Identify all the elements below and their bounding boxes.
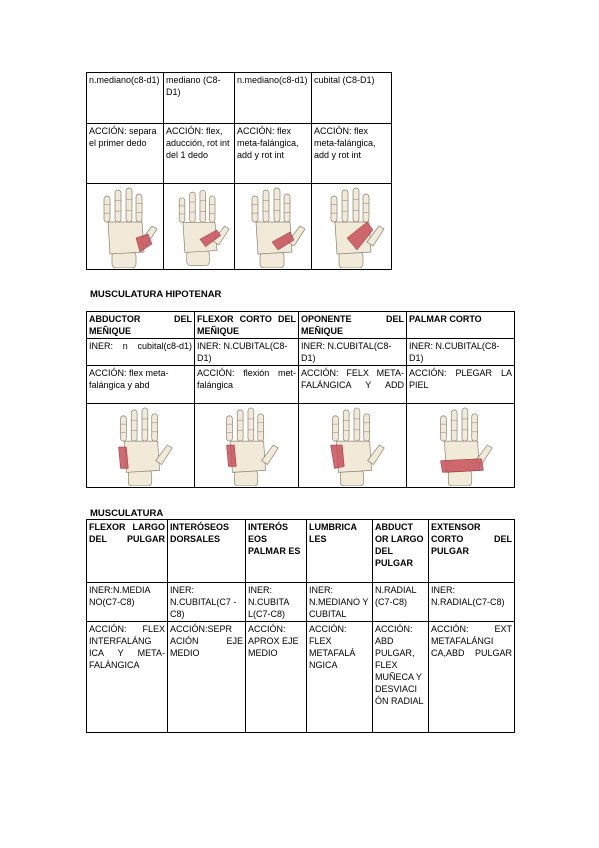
innervation-cell: N.RADIAL (C7-C8)	[373, 583, 429, 622]
action-cell: ACCIÓN: APROX EJE MEDIO	[246, 622, 307, 733]
innervation-cell: INER: N.CUBITAL(C8-D1)	[407, 339, 515, 366]
muscle-header: ABDUCTOR DEL MEÑIQUE	[87, 312, 195, 339]
action-cell: ACCIÓN: EXT METAFALÁNGI CA,ABD PULGAR	[429, 622, 515, 733]
section-title-musculatura: MUSCULATURA	[90, 508, 164, 519]
innervation-cell: INER: N.CUBITAL(C7 -C8)	[168, 583, 246, 622]
innervation-cell: INER:N.MEDIA NO(C7-C8)	[87, 583, 168, 622]
hand-illustration-cell	[299, 404, 407, 488]
muscle-header: EXTENSOR CORTO DEL PULGAR	[429, 520, 515, 583]
action-cell: ACCIÓN: PLEGAR LA PIEL	[407, 366, 515, 404]
innervation-cell: cubital (C8-D1)	[312, 73, 392, 124]
muscle-header: LUMBRICA LES	[307, 520, 373, 583]
action-cell: ACCIÓN: FELX META-FALÁNGICA Y ADD	[299, 366, 407, 404]
action-cell: ACCIÓN: ABD PULGAR, FLEX MUÑECA Y DESVIACI ÓN RADIAL	[373, 622, 429, 733]
hand-skeleton-illustration	[317, 186, 387, 268]
action-cell: ACCIÓN: flex meta-falángica, add y rot int	[235, 124, 312, 184]
hand-skeleton-illustration	[207, 406, 287, 486]
muscle-header: FLEXOR LARGO DEL PULGAR	[87, 520, 168, 583]
muscle-header: OPONENTE DEL MEÑIQUE	[299, 312, 407, 339]
muscle-header: INTERÓSEOS DORSALES	[168, 520, 246, 583]
action-cell: ACCIÓN: separa el primer dedo	[87, 124, 164, 184]
hand-skeleton-illustration	[313, 406, 393, 486]
hand-illustration-cell	[407, 404, 515, 488]
hand-illustration-cell	[195, 404, 299, 488]
section-title-hipotenar: MUSCULATURA HIPOTENAR	[90, 289, 222, 300]
action-cell: ACCIÓN: flex meta-falángica, add y rot int	[312, 124, 392, 184]
hand-illustration-cell	[164, 184, 235, 270]
action-cell: ACCIÓN:SEPR ACIÓN EJE MEDIO	[168, 622, 246, 733]
innervation-cell: INER: N.RADIAL(C7-C8)	[429, 583, 515, 622]
hand-illustration-cell	[87, 404, 195, 488]
innervation-cell: mediano (C8-D1)	[164, 73, 235, 124]
innervation-cell: n.mediano(c8-d1)	[87, 73, 164, 124]
action-cell: ACCIÓN: FLEX INTERFALÁNG ICA Y META-FALÁNGICA	[87, 622, 168, 733]
action-cell: ACCIÓN: flex, aducción, rot int del 1 dedo	[164, 124, 235, 184]
hand-illustration-cell	[235, 184, 312, 270]
muscle-header: INTERÓS EOS PALMAR ES	[246, 520, 307, 583]
muscle-header: ABDUCT OR LARGO DEL PULGAR	[373, 520, 429, 583]
thenar-table	[86, 72, 392, 270]
innervation-cell: INER: n cubital(c8-d1)	[87, 339, 195, 366]
innervation-cell: INER: N.MEDIANO Y CUBITAL	[307, 583, 373, 622]
hand-skeleton-illustration	[90, 186, 160, 268]
innervation-cell: INER: N.CUBITAL(C8-D1)	[299, 339, 407, 366]
action-cell: ACCIÓN: flexión met-falángica	[195, 366, 299, 404]
musculatura-table	[86, 519, 515, 733]
hand-illustration-cell	[87, 184, 164, 270]
action-cell: ACCIÓN: FLEX METAFALÁ NGICA	[307, 622, 373, 733]
hand-skeleton-illustration	[238, 186, 308, 268]
hipotenar-table	[86, 311, 515, 488]
hand-skeleton-illustration	[421, 406, 501, 486]
muscle-header: FLEXOR CORTO DEL MEÑIQUE	[195, 312, 299, 339]
hand-skeleton-illustration	[166, 186, 232, 268]
muscle-header: PALMAR CORTO	[407, 312, 515, 339]
innervation-cell: INER: N.CUBITA L(C7-C8)	[246, 583, 307, 622]
hand-skeleton-illustration	[101, 406, 181, 486]
hand-illustration-cell	[312, 184, 392, 270]
action-cell: ACCIÓN: flex meta-falángica y abd	[87, 366, 195, 404]
innervation-cell: n.mediano(c8-d1)	[235, 73, 312, 124]
innervation-cell: INER: N.CUBITAL(C8-D1)	[195, 339, 299, 366]
